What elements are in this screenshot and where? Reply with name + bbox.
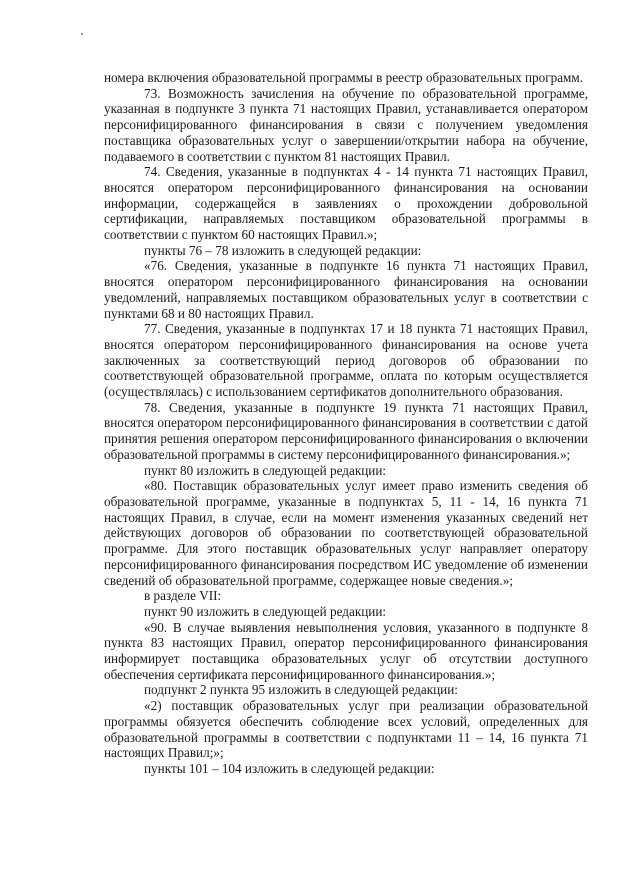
paragraph-80: «80. Поставщик образовательных услуг имеет право изменить сведения об образовательной программе, указанные в подпунктах 5, 11 - 14, 16 пункта 71 настоящих Правил, в случае, если на момент изменения указанных сведений нет действующих договоров об образовании по соответствующей образовательной программе. Для этого поставщик образовательных услуг направляет оператору персонифицированного финансирования посредством ИС уведомление об изменении сведений об образовательной программе, содержащее новые сведения.»; — [104, 478, 588, 588]
paragraph-73: 73. Возможность зачисления на обучение по образовательной программе, указанная в подпункте 3 пункта 71 настоящих Правил, устанавливается оператором персонифицированного финансирования в связи с получением уведомления поставщика образовательных услуг о завершении/открытии набора на обучение, подаваемого в соответствии с пунктом 81 настоящих Правил. — [104, 85, 588, 164]
instruction-76-78: пункты 76 – 78 изложить в следующей редакции: — [144, 242, 422, 258]
subparagraph-95-2: «2) поставщик образовательных услуг при реализации образовательной программы обязуется обеспечить соблюдение всех условий, определенных для образовательной программы в соответствии с подпунктами 11 – 14, 16 пункта 71 настоящих Правил;»; — [104, 698, 588, 761]
instruction-95: подпункт 2 пункта 95 изложить в следующей редакции: — [144, 682, 458, 698]
paragraph-76: «76. Сведения, указанные в подпункте 16 пункта 71 настоящих Правил, вносятся оператором персонифицированного финансирования на основании уведомлений, направляемых поставщиком образовательных услуг в соответствии с пунктами 68 и 80 настоящих Правил. — [104, 258, 588, 321]
instruction-90: пункт 90 изложить в следующей редакции: — [144, 603, 387, 619]
paragraph-77: 77. Сведения, указанные в подпунктах 17 и 18 пункта 71 настоящих Правил, вносятся оператором персонифицированного финансирования на основе учета заключенных за соответствующий период договоров об образовании по соответствующей образовательной программе, оплата по которым осуществляется (осуществлялась) с использованием сертификатов дополнительного образования. — [104, 321, 588, 400]
document-body — [104, 70, 588, 777]
section-vii-heading: в разделе VII: — [144, 588, 222, 604]
scan-speck — [81, 33, 83, 35]
paragraph-74: 74. Сведения, указанные в подпунктах 4 - 14 пункта 71 настоящих Правил, вносятся оператором персонифицированного финансирования на основании информации, содержащейся в заявлениях о прохождении добровольной сертификации, направляемых поставщиком образовательной программы в соответствии с пунктом 60 настоящих Правил.»; — [104, 164, 588, 243]
paragraph-78: 78. Сведения, указанные в подпункте 19 пункта 71 настоящих Правил, вносятся оператором персонифицированного финансирования в соответствии с датой принятия решения оператором персонифицированного финансирования о включении образовательной программы в систему персонифицированного финансирования.»; — [104, 399, 588, 462]
paragraph-continuation: номера включения образовательной программы в реестр образовательных программ. — [104, 70, 584, 85]
instruction-80: пункт 80 изложить в следующей редакции: — [144, 462, 387, 478]
instruction-101-104: пункты 101 – 104 изложить в следующей редакции: — [144, 760, 435, 776]
paragraph-90: «90. В случае выявления невыполнения условия, указанного в подпункте 8 пункта 83 настоящих Правил, оператор персонифицированного финансирования информирует поставщика образовательных услуг об отсутствии доступного обеспечения сертификата персонифицированного финансирования.»; — [104, 619, 588, 682]
